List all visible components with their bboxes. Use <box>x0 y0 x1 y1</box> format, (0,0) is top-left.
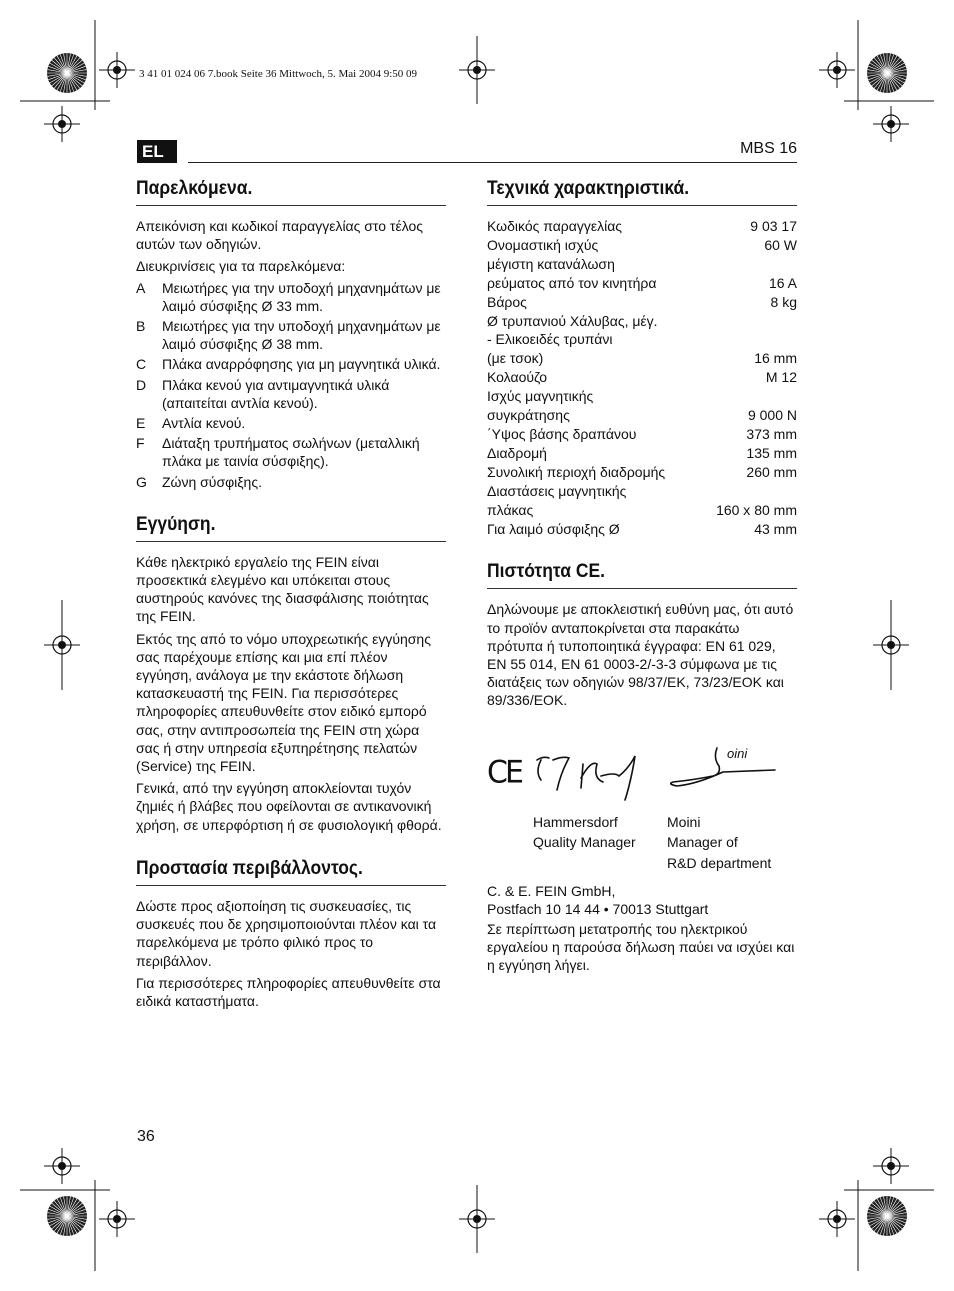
accessory-text: Μειωτήρες για την υποδοχή μηχανημάτων με λαιμό σύσφιξης Ø 38 mm. <box>162 318 441 353</box>
accessory-text: Πλάκα αναρρόφησης για μη μαγνητικά υλικά. <box>162 356 441 373</box>
spec-value: 135 mm <box>746 444 797 461</box>
signature-moini-text: oini <box>727 745 748 761</box>
star-target-mark <box>867 1196 907 1236</box>
spec-row <box>487 368 797 387</box>
accessory-item <box>136 434 446 470</box>
ce-section <box>487 561 797 974</box>
environment-paragraph: Δώστε προς αξιοποίηση τις συσκευασίες, τις συσκευές που δε χρησιμοποιούνται πλέον και τα παρελκόμενα με τρόπο φιλικό προς το περιβάλλον. <box>136 897 437 969</box>
accessory-item <box>136 317 446 353</box>
spec-label: ΄Υψος βάσης δραπάνου <box>487 425 637 442</box>
signature-hammersdorf <box>533 746 649 802</box>
star-target-mark <box>47 1196 87 1236</box>
warranty-heading: Εγγύηση. <box>136 514 446 542</box>
accessory-letter: E <box>136 415 146 432</box>
warranty-paragraph: Γενικά, από την εγγύηση αποκλείονται τυχόν ζημιές ή βλάβες που οφείλονται σε αντικανονική χρήση, σε υπερφόρτιση ή σε φυσιολογική φθορά. <box>136 780 442 833</box>
spec-row <box>487 312 797 331</box>
spec-value: M 12 <box>765 369 797 386</box>
spec-label: Ισχύς μαγνητικής συγκράτησης <box>487 388 594 424</box>
spec-row <box>487 444 797 463</box>
crosshair-mark <box>819 52 855 88</box>
warranty-section <box>136 514 446 834</box>
environment-section <box>136 858 446 1010</box>
crosshair-mark <box>873 106 909 142</box>
header-rule <box>188 162 797 163</box>
accessories-section <box>136 178 446 491</box>
crosshair-mark <box>99 1201 135 1237</box>
spec-label: - Ελικοειδές τρυπάνι (με τσοκ) <box>487 331 613 367</box>
accessory-letter: B <box>136 318 146 335</box>
spec-value: 160 x 80 mm <box>716 501 797 518</box>
accessory-text: Αντλία κενού. <box>162 415 246 432</box>
spec-row <box>487 330 797 368</box>
signer-role: Quality Manager <box>533 834 636 851</box>
spec-row <box>487 387 797 425</box>
spec-label: Για λαιμό σύσφιξης Ø <box>487 520 620 537</box>
signer-role: Manager of <box>667 834 738 851</box>
model-name: MBS 16 <box>740 140 797 157</box>
environment-heading: Προστασία περιβάλλοντος. <box>136 858 446 886</box>
print-job-info: 3 41 01 024 06 7.book Seite 36 Mittwoch, 5. Mai 2004 9:50 09 <box>139 68 418 80</box>
spec-value: 60 W <box>764 236 797 253</box>
left-column <box>136 178 446 1010</box>
accessory-letter: C <box>136 356 147 373</box>
ce-mark-logo: CE <box>487 753 521 791</box>
spec-value: 9 03 17 <box>750 218 797 234</box>
accessories-intro: Απεικόνιση και κωδικοί παραγγελίας στο τέλος αυτών των οδηγιών. <box>136 218 424 253</box>
spec-row <box>487 255 797 293</box>
signer-name: Moini <box>667 813 701 830</box>
crosshair-mark <box>99 52 135 88</box>
spec-row <box>487 463 797 482</box>
spec-label: μέγιστη κατανάλωση ρεύματος από τον κινητήρα <box>487 255 657 291</box>
spec-value: 8 kg <box>770 293 797 310</box>
signature-block <box>487 710 797 882</box>
accessory-item <box>136 355 446 373</box>
accessories-heading: Παρελκόμενα. <box>136 178 446 206</box>
accessory-text: Ζώνη σύσφιξης. <box>162 473 262 490</box>
right-column <box>487 178 797 975</box>
signer-moini <box>667 812 771 874</box>
accessories-subintro: Διευκρινίσεις για τα παρελκόμενα: <box>136 258 346 275</box>
accessory-item <box>136 414 446 432</box>
accessory-letter: A <box>136 279 146 296</box>
crosshair-mark <box>44 1148 80 1184</box>
spec-label: Ø τρυπανιού Χάλυβας, μέγ. <box>487 312 658 329</box>
specs-heading: Τεχνικά χαρακτηριστικά. <box>487 178 797 206</box>
accessory-text: Πλάκα κενού για αντιμαγνητικά υλικά (απαιτείται αντλία κενού). <box>162 376 390 411</box>
accessory-item <box>136 279 446 315</box>
spec-value: 16 mm <box>754 350 797 367</box>
company-name: C. & E. FEIN GmbH, <box>487 882 616 899</box>
spec-row <box>487 217 797 236</box>
spec-label: Διαδρομή <box>487 444 547 461</box>
star-target-mark <box>867 53 907 93</box>
warranty-paragraph: Κάθε ηλεκτρικό εργαλείο της FEIN είναι προσεκτικά ελεγμένο και υπόκειται στους αυστηρούς κανόνες της διασφάλισης ποιότητας της FEIN. <box>136 553 429 625</box>
modification-note: Σε περίπτωση μετατροπής του ηλεκτρικού εργαλείου η παρούσα δήλωση παύει να ισχύει και η εγγύηση λήγει. <box>487 921 795 974</box>
crosshair-mark <box>819 1201 855 1237</box>
spec-value: 16 A <box>768 274 797 291</box>
spec-value: 9 000 N <box>747 407 797 424</box>
spec-row <box>487 293 797 312</box>
accessory-letter: D <box>136 376 147 393</box>
accessory-letter: G <box>136 473 147 490</box>
star-target-mark <box>47 53 87 93</box>
spec-value: 373 mm <box>746 425 797 442</box>
language-badge: EL <box>137 140 177 163</box>
accessory-text: Μειωτήρες για την υποδοχή μηχανημάτων με λαιμό σύσφιξης Ø 33 mm. <box>162 279 441 314</box>
company-address: Postfach 10 14 44 • 70013 Stuttgart <box>487 900 709 917</box>
page-number: 36 <box>137 1128 155 1145</box>
specs-section <box>487 178 797 538</box>
signer-role: R&D department <box>667 854 772 871</box>
accessory-item <box>136 473 446 491</box>
spec-row <box>487 482 797 520</box>
accessory-text: Διάταξη τρυπήματος σωλήνων (μεταλλική πλάκα με ταινία σύσφιξης). <box>162 435 420 470</box>
warranty-paragraph: Εκτός της από το νόμο υποχρεωτικής εγγύησης σας παρέχουμε επίσης και μια επί πλέον εγγύηση, ανάλογα με την εκάστοτε δήλωση κατασκευαστή της FEIN. Για περισσότερες πληροφορίες απευθυνθείτε στον ειδικό εμπορό σας, στην αντιπροσωπεία της FEIN στη χώρα σας ή στην υπηρεσία εξυπηρέτησης πελατών (Service) της FEIN. <box>136 630 431 775</box>
environment-paragraph: Για περισσότερες πληροφορίες απευθυνθείτε στα ειδικά καταστήματα. <box>136 974 441 1009</box>
ce-declaration: Δηλώνουμε με αποκλειστική ευθύνη μας, ότι αυτό το προϊόν ανταποκρίνεται στα παρακάτω πρότυπα ή τυποποιητικά έγγραφα: EN 61 029, EN 55 014, EN 61 0003-2/-3-3 σύμφωνα με τις διατάξεις των οδηγιών 98/37/ΕΚ, 73/23/ΕΟΚ και 89/336/ΕΟΚ. <box>487 601 794 709</box>
spec-row <box>487 425 797 444</box>
spec-label: Συνολική περιοχή διαδρομής <box>487 463 666 480</box>
crosshair-mark <box>44 106 80 142</box>
spec-value: 43 mm <box>754 520 797 537</box>
signer-name: Hammersdorf <box>533 813 618 830</box>
spec-row <box>487 520 797 539</box>
spec-label: Διαστάσεις μαγνητικής πλάκας <box>487 482 627 518</box>
ce-heading: Πιστότητα CE. <box>487 561 797 589</box>
signer-hammersdorf <box>533 812 636 853</box>
accessory-item <box>136 376 446 412</box>
accessory-letter: F <box>136 435 145 452</box>
crosshair-mark <box>873 1148 909 1184</box>
spec-label: Βάρος <box>487 293 527 310</box>
accessories-list <box>136 279 446 491</box>
specs-table <box>487 206 797 538</box>
spec-label: Κολαούζο <box>487 369 548 386</box>
spec-label: Κωδικός παραγγελίας <box>487 218 623 234</box>
spec-row <box>487 236 797 255</box>
signature-moini <box>667 744 779 796</box>
spec-value: 260 mm <box>746 463 797 480</box>
spec-label: Ονομαστική ισχύς <box>487 236 599 253</box>
